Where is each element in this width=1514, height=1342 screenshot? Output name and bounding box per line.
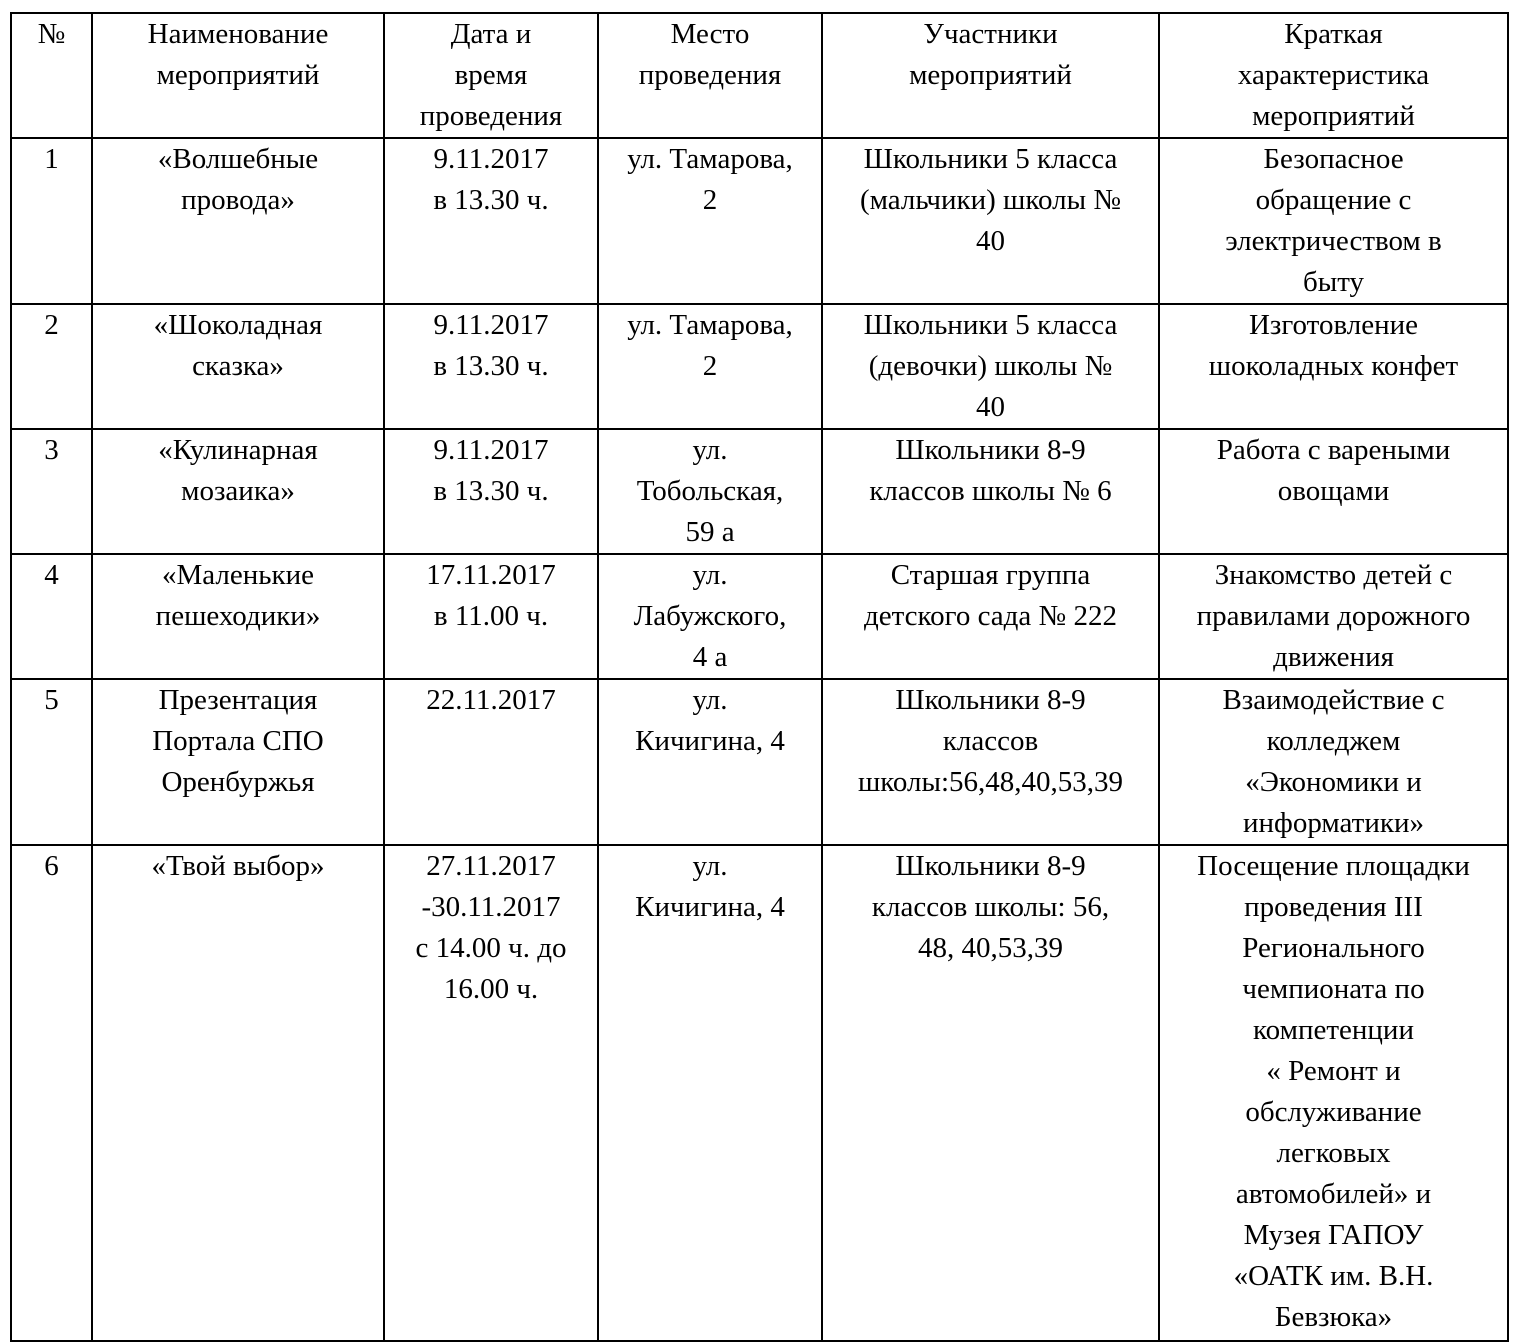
cell-num: 6	[11, 845, 92, 1341]
cell-num: 1	[11, 138, 92, 304]
cell-num: 5	[11, 679, 92, 845]
table-row	[11, 304, 1508, 429]
table-row	[11, 845, 1508, 1341]
cell-num: 4	[11, 554, 92, 679]
cell-date: 9.11.2017 в 13.30 ч.	[384, 429, 598, 554]
cell-name: «Шоколадная сказка»	[92, 304, 384, 429]
cell-place: ул. Тамарова, 2	[598, 138, 822, 304]
cell-description: Безопасное обращение с электричеством в быту	[1159, 138, 1508, 304]
header-row	[11, 13, 1508, 138]
cell-date: 27.11.2017 -30.11.2017 с 14.00 ч. до 16.00 ч.	[384, 845, 598, 1341]
cell-description: Работа с вареными овощами	[1159, 429, 1508, 554]
header-date: Дата и время проведения	[384, 13, 598, 138]
cell-place: ул. Кичигина, 4	[598, 845, 822, 1341]
cell-date: 9.11.2017 в 13.30 ч.	[384, 138, 598, 304]
cell-description: Посещение площадки проведения III Регионального чемпионата по компетенции « Ремонт и обслуживание легковых автомобилей» и Музея ГАПОУ «ОАТК им. В.Н. Бевзюка»	[1159, 845, 1508, 1341]
header-name: Наименование мероприятий	[92, 13, 384, 138]
cell-date: 22.11.2017	[384, 679, 598, 845]
cell-name: Презентация Портала СПО Оренбуржья	[92, 679, 384, 845]
cell-name: «Твой выбор»	[92, 845, 384, 1341]
table-row	[11, 679, 1508, 845]
cell-place: ул. Лабужского, 4 а	[598, 554, 822, 679]
cell-description: Изготовление шоколадных конфет	[1159, 304, 1508, 429]
cell-description: Взаимодействие с колледжем «Экономики и информатики»	[1159, 679, 1508, 845]
cell-place: ул. Тамарова, 2	[598, 304, 822, 429]
cell-name: «Кулинарная мозаика»	[92, 429, 384, 554]
events-table	[10, 12, 1509, 1342]
cell-participants: Старшая группа детского сада № 222	[822, 554, 1159, 679]
cell-name: «Волшебные провода»	[92, 138, 384, 304]
cell-place: ул. Тобольская, 59 а	[598, 429, 822, 554]
table-row	[11, 554, 1508, 679]
cell-participants: Школьники 5 класса (мальчики) школы № 40	[822, 138, 1159, 304]
cell-participants: Школьники 5 класса (девочки) школы № 40	[822, 304, 1159, 429]
cell-name: «Маленькие пешеходики»	[92, 554, 384, 679]
cell-num: 2	[11, 304, 92, 429]
table-row	[11, 138, 1508, 304]
cell-date: 9.11.2017 в 13.30 ч.	[384, 304, 598, 429]
table-row	[11, 429, 1508, 554]
header-description: Краткая характеристика мероприятий	[1159, 13, 1508, 138]
cell-participants: Школьники 8-9 классов школы № 6	[822, 429, 1159, 554]
cell-participants: Школьники 8-9 классов школы:56,48,40,53,39	[822, 679, 1159, 845]
cell-participants: Школьники 8-9 классов школы: 56, 48, 40,53,39	[822, 845, 1159, 1341]
header-participants: Участники мероприятий	[822, 13, 1159, 138]
header-num: №	[11, 13, 92, 138]
cell-description: Знакомство детей с правилами дорожного движения	[1159, 554, 1508, 679]
header-place: Место проведения	[598, 13, 822, 138]
cell-date: 17.11.2017 в 11.00 ч.	[384, 554, 598, 679]
cell-num: 3	[11, 429, 92, 554]
cell-place: ул. Кичигина, 4	[598, 679, 822, 845]
